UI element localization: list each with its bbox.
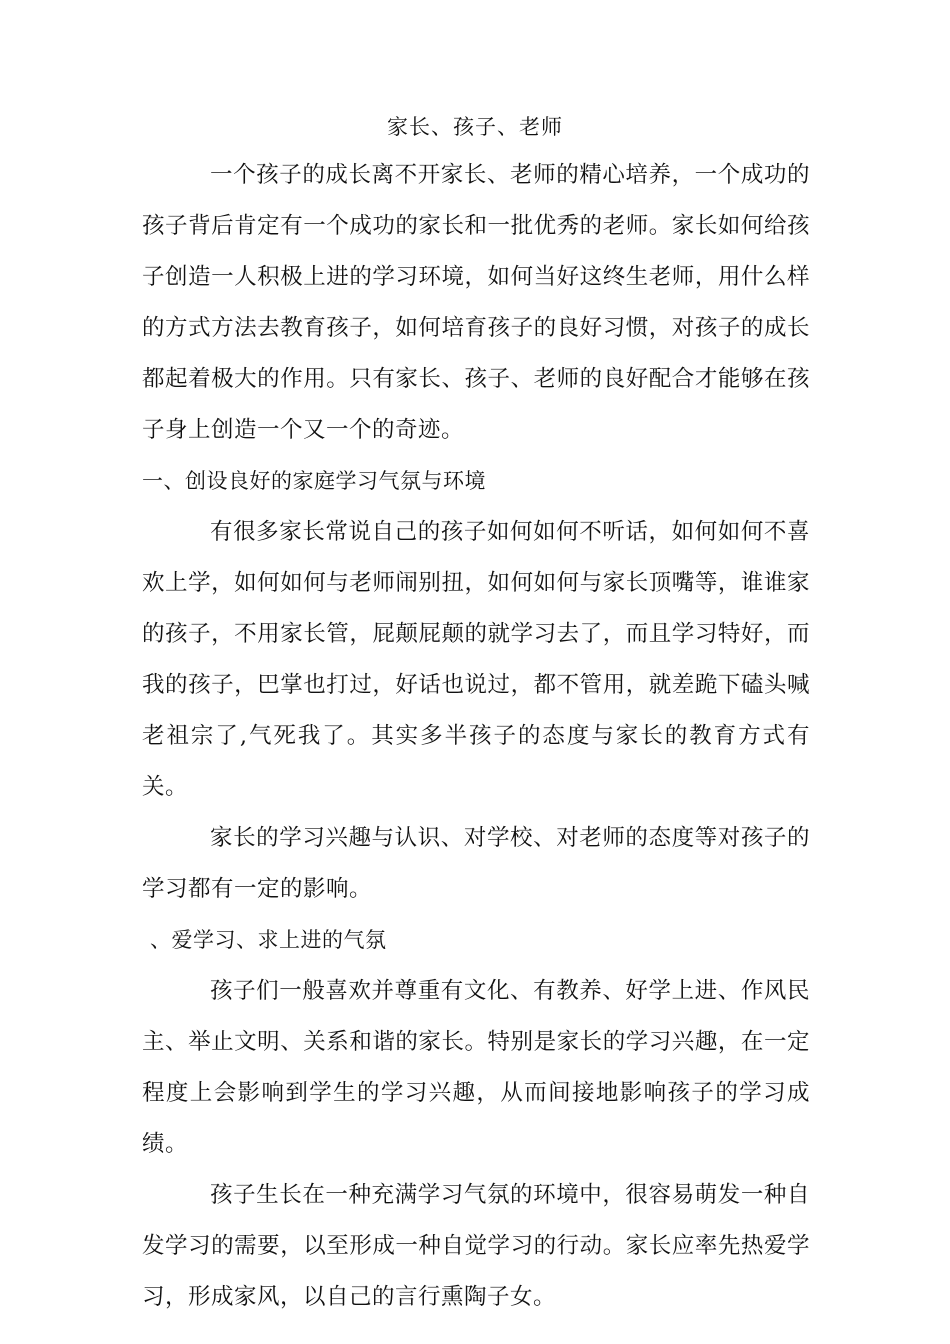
document-title: 家长、孩子、老师 <box>387 115 563 139</box>
section-heading-1: 一、创设良好的家庭学习气氛与环境 <box>142 469 486 493</box>
subsection-heading: 、爱学习、求上进的气氛 <box>150 928 387 952</box>
paragraph-learning-atmosphere: 孩子生长在一种充满学习气氛的环境中，很容易萌发一种自发学习的需要，以至形成一种自觉学习的行动。家长应率先热爱学习，形成家风，以自己的言行熏陶子女。 <box>142 1182 810 1310</box>
document-body <box>142 150 810 1323</box>
paragraph-parent-attitude: 家长的学习兴趣与认识、对学校、对老师的态度等对孩子的学习都有一定的影响。 <box>142 825 810 902</box>
paragraph-children-respect: 孩子们一般喜欢并尊重有文化、有教养、好学上进、作风民主、举止文明、关系和谐的家长。特别是家长的学习兴趣，在一定程度上会影响到学生的学习兴趣，从而间接地影响孩子的学习成绩。 <box>142 978 810 1157</box>
paragraph-intro: 一个孩子的成长离不开家长、老师的精心培养，一个成功的孩子背后肯定有一个成功的家长和一批优秀的老师。家长如何给孩子创造一人积极上进的学习环境，如何当好这终生老师，用什么样的方式方法去教育孩子，如何培育孩子的良好习惯，对孩子的成长都起着极大的作用。只有家长、孩子、老师的良好配合才能够在孩子身上创造一个又一个的奇迹。 <box>142 162 810 443</box>
paragraph-parents-complaints: 有很多家长常说自己的孩子如何如何不听话，如何如何不喜欢上学，如何如何与老师闹别扭，如何如何与家长顶嘴等，谁谁家的孩子，不用家长管，屁颠屁颠的就学习去了，而且学习特好，而我的孩子，巴掌也打过，好话也说过，都不管用，就差跪下磕头喊老祖宗了,气死我了。其实多半孩子的态度与家长的教育方式有关。 <box>142 519 810 800</box>
